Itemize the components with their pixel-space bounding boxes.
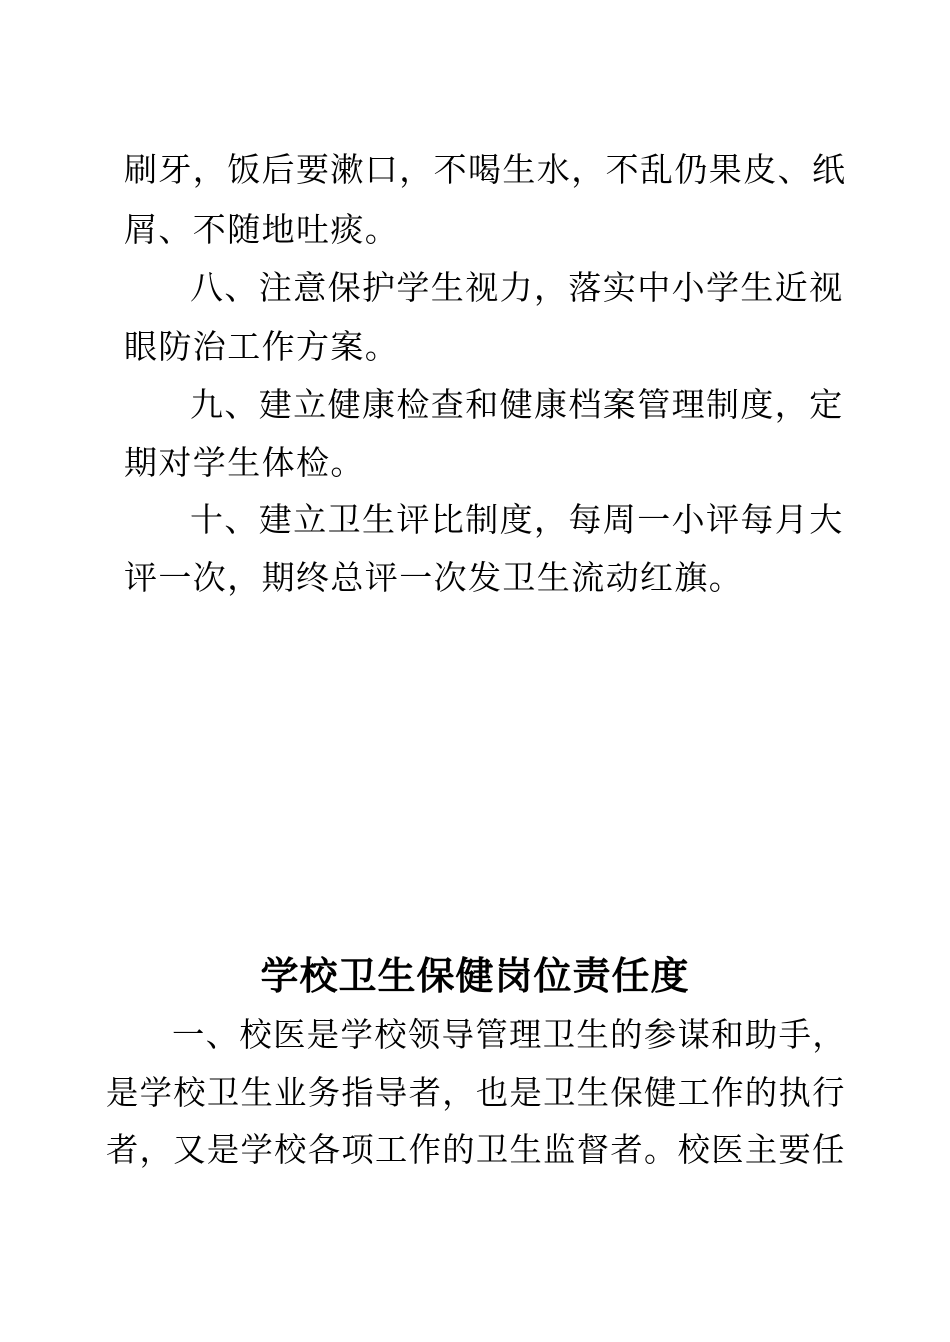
text-line: 者，又是学校各项工作的卫生监督者。校医主要任	[106, 1130, 846, 1169]
text-line: 眼防治工作方案。	[124, 327, 400, 366]
text-line: 期对学生体检。	[124, 443, 365, 482]
text-line: 八、注意保护学生视力，落实中小学生近视	[190, 268, 844, 307]
text-line: 十、建立卫生评比制度，每周一小评每月大	[190, 500, 844, 539]
text-line: 九、建立健康检查和健康档案管理制度，定	[190, 385, 844, 424]
text-line: 一、校医是学校领导管理卫生的参谋和助手，	[172, 1015, 847, 1054]
text-line: 是学校卫生业务指导者，也是卫生保健工作的执行	[106, 1073, 846, 1112]
section-title: 学校卫生保健岗位责任度	[260, 954, 690, 998]
text-line: 评一次，期终总评一次发卫生流动红旗。	[124, 558, 744, 597]
text-line: 屑、不随地吐痰。	[124, 210, 400, 249]
text-line: 刷牙，饭后要漱口，不喝生水，不乱仍果皮、纸	[124, 150, 847, 189]
